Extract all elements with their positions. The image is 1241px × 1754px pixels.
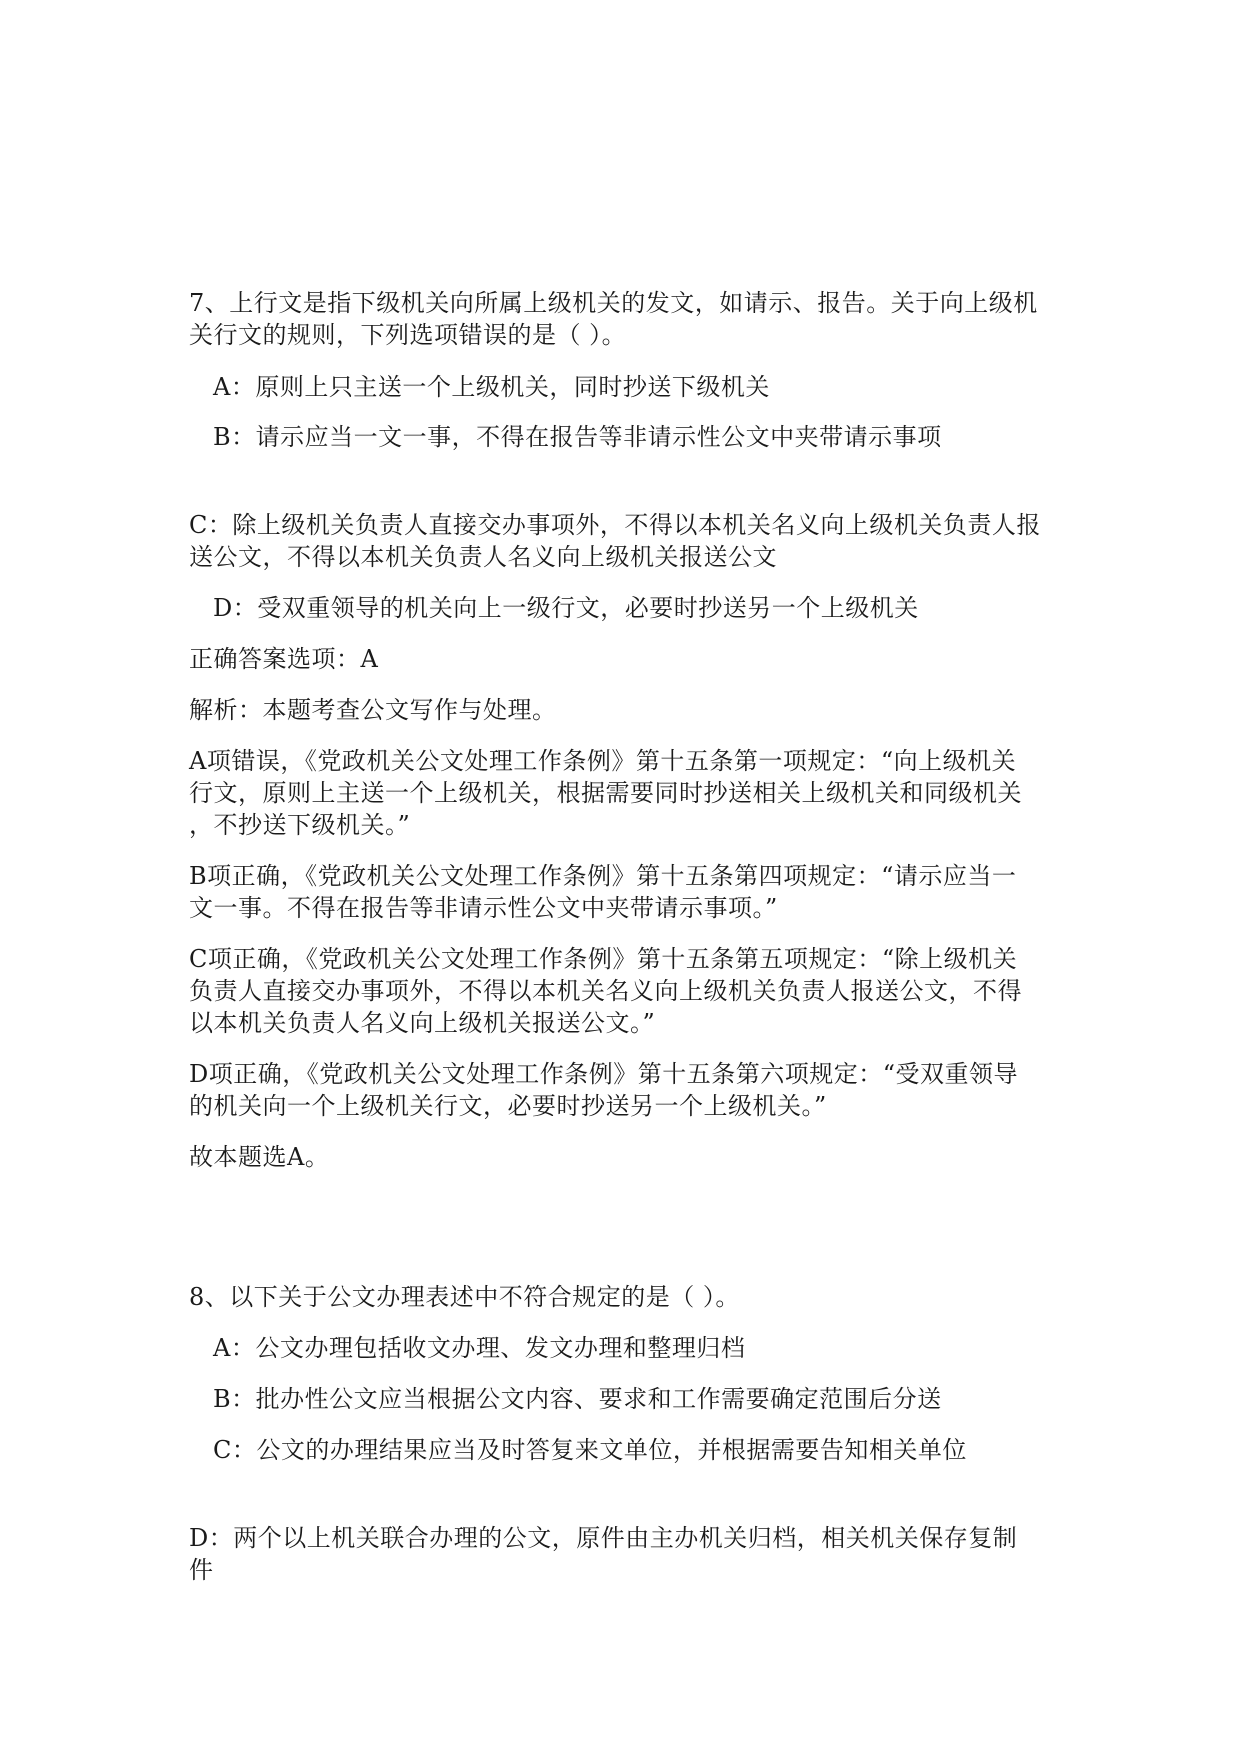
q8-option-a: A：公文办理包括收文办理、发文办理和整理归档 (213, 1334, 746, 1362)
q7-analysis-c-line2: 负责人直接交办事项外，不得以本机关名义向上级机关负责人报送公文，不得 (189, 977, 1022, 1005)
q7-stem-line2: 关行文的规则，下列选项错误的是（ ）。 (189, 321, 627, 349)
q7-option-d: D：受双重领导的机关向上一级行文，必要时抄送另一个上级机关 (213, 594, 919, 622)
q7-analysis-intro: 解析：本题考查公文写作与处理。 (189, 696, 557, 724)
q7-analysis-a-line1: A项错误，《党政机关公文处理工作条例》第十五条第一项规定：“向上级机关 (189, 747, 1017, 775)
q7-analysis-a-line2: 行文，原则上主送一个上级机关，根据需要同时抄送相关上级机关和同级机关 (189, 779, 1022, 807)
q8-option-c: C：公文的办理结果应当及时答复来文单位，并根据需要告知相关单位 (213, 1436, 967, 1464)
q7-answer: 正确答案选项：A (189, 645, 379, 673)
q8-option-b: B：批办性公文应当根据公文内容、要求和工作需要确定范围后分送 (213, 1385, 942, 1413)
q8-stem: 8、以下关于公文办理表述中不符合规定的是（ ）。 (189, 1283, 740, 1311)
q7-analysis-c-line1: C项正确，《党政机关公文处理工作条例》第十五条第五项规定：“除上级机关 (189, 945, 1018, 973)
q7-option-a: A：原则上只主送一个上级机关，同时抄送下级机关 (213, 373, 770, 401)
q7-analysis-b-line1: B项正确，《党政机关公文处理工作条例》第十五条第四项规定：“请示应当一 (189, 862, 1017, 890)
q8-option-d-line2: 件 (189, 1556, 214, 1584)
q7-stem-line1: 7、上行文是指下级机关向所属上级机关的发文，如请示、报告。关于向上级机 (189, 289, 1038, 317)
q7-analysis-c-line3: 以本机关负责人名义向上级机关报送公文。” (189, 1009, 656, 1037)
q7-conclusion: 故本题选A。 (189, 1143, 330, 1171)
q8-option-d-line1: D：两个以上机关联合办理的公文，原件由主办机关归档，相关机关保存复制 (189, 1524, 1018, 1552)
q7-option-b: B：请示应当一文一事，不得在报告等非请示性公文中夹带请示事项 (213, 423, 942, 451)
q7-analysis-d-line1: D项正确，《党政机关公文处理工作条例》第十五条第六项规定：“受双重领导 (189, 1060, 1019, 1088)
q7-option-c-line1: C：除上级机关负责人直接交办事项外，不得以本机关名义向上级机关负责人报 (189, 511, 1041, 539)
q7-option-c-line2: 送公文，不得以本机关负责人名义向上级机关报送公文 (189, 543, 777, 571)
q7-analysis-a-line3: ，不抄送下级机关。” (189, 811, 411, 839)
q7-analysis-b-line2: 文一事。不得在报告等非请示性公文中夹带请示事项。” (189, 894, 778, 922)
q7-analysis-d-line2: 的机关向一个上级机关行文，必要时抄送另一个上级机关。” (189, 1092, 827, 1120)
